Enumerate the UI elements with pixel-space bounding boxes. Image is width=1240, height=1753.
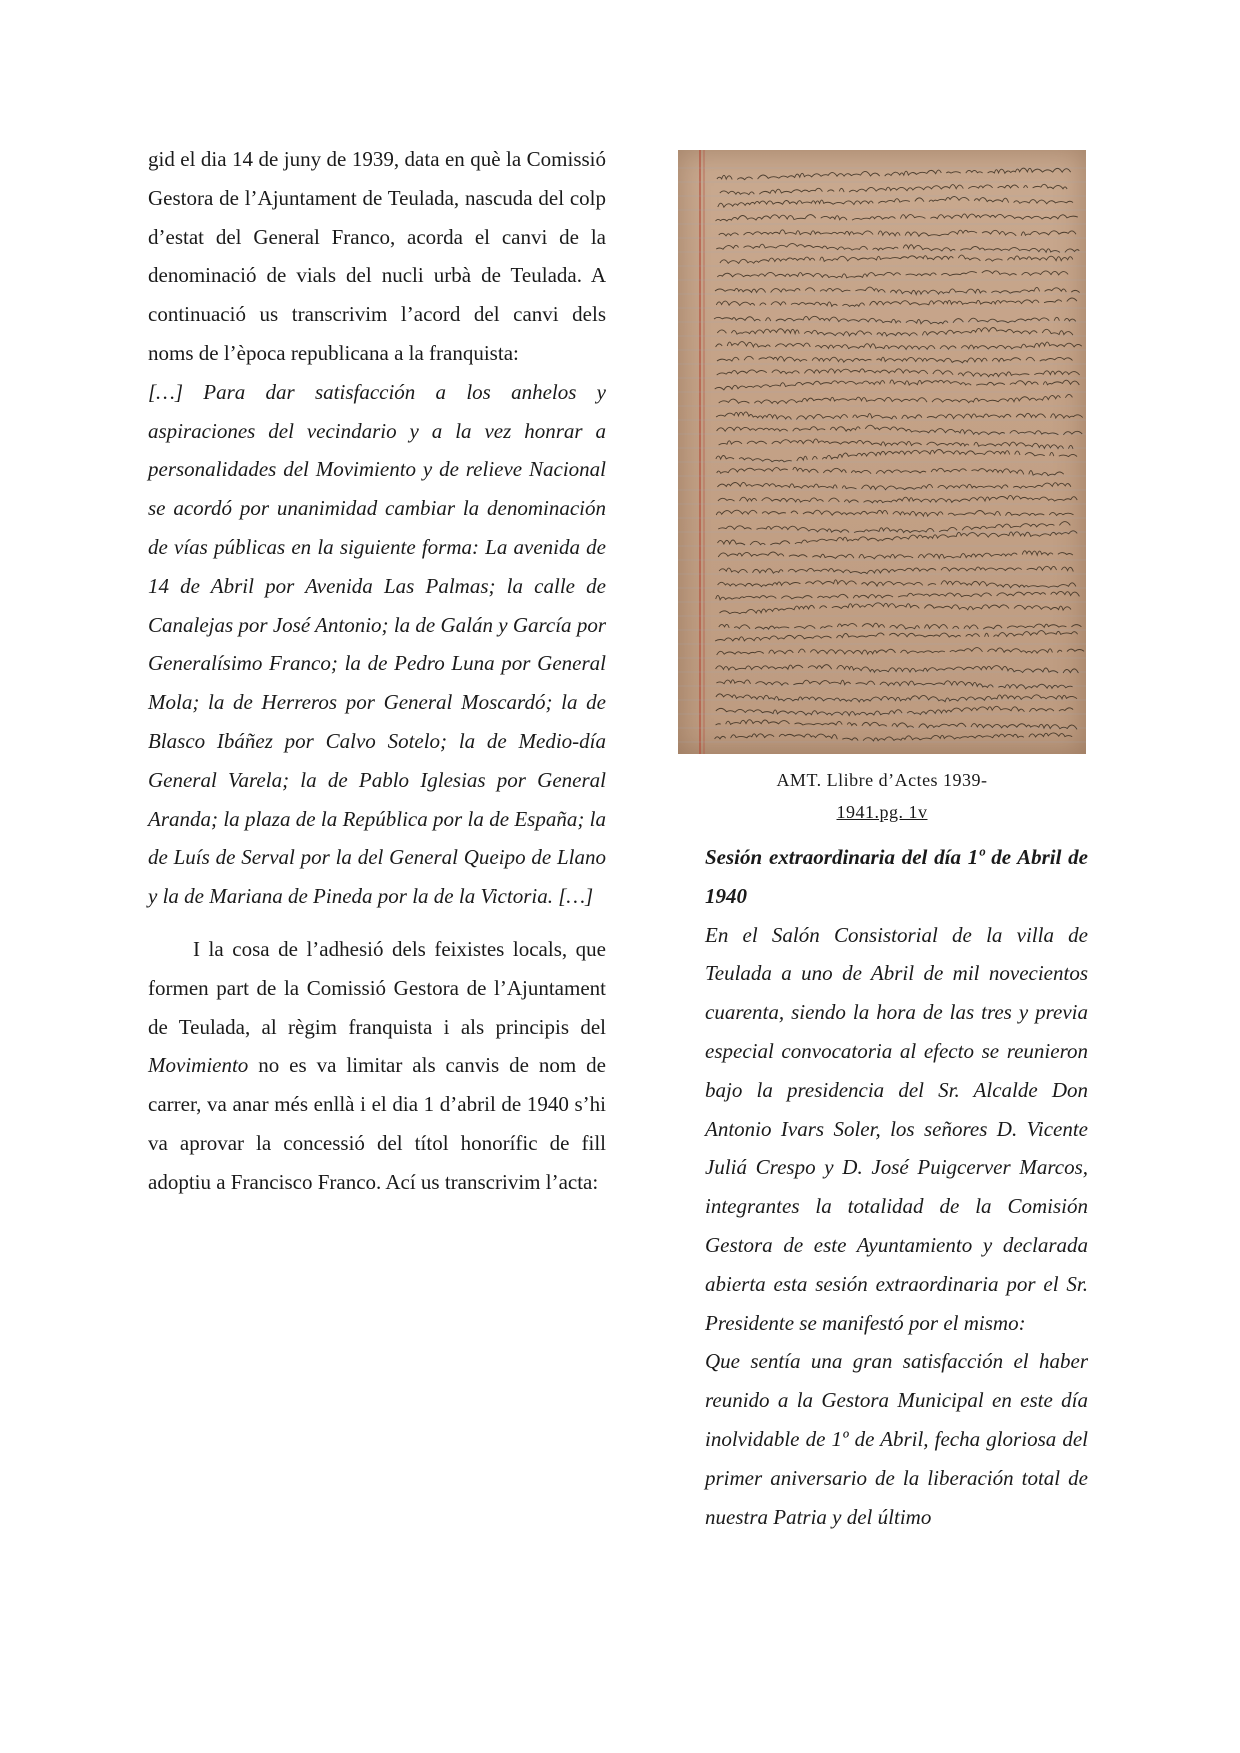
right-column xyxy=(705,838,1088,1536)
handwritten-line xyxy=(718,531,1083,545)
figure xyxy=(678,150,1086,828)
handwritten-line xyxy=(717,327,1073,336)
handwritten-line xyxy=(717,482,1071,489)
handwritten-line xyxy=(716,510,1073,516)
left-column xyxy=(148,140,606,1202)
handwritten-line xyxy=(720,603,1072,614)
handwritten-line xyxy=(717,356,1073,363)
handwritten-line xyxy=(716,591,1080,599)
handwritten-line xyxy=(716,342,1086,350)
handwritten-line xyxy=(719,623,1082,629)
manuscript-handwriting xyxy=(678,150,1086,754)
handwritten-line xyxy=(718,551,1073,559)
handwritten-line xyxy=(719,394,1073,403)
movimiento-term: Movimiento xyxy=(148,1053,249,1078)
handwritten-line xyxy=(716,412,1083,420)
handwritten-line xyxy=(716,449,1077,461)
session-body-1: En el Salón Consistorial de la villa de Teulada a uno de Abril de mil novecientos cuarenta, siendo la hora de las tres y previa especial convocatoria al efecto se reunieron bajo la presidencia del Sr. Alcalde Don Antonio Ivars Soler, los señores D. Vicente Juliá Crespo y D. José Puigcerver Marcos, integrantes la totalidad de la Comisión Gestora de este Ayuntamiento y declarada abierta esta sesión extraordinaria por el Sr. Presidente se manifestó por el mismo: xyxy=(705,922,1088,1335)
manuscript-image xyxy=(678,150,1086,754)
handwritten-line xyxy=(715,287,1080,294)
handwritten-line xyxy=(717,369,1080,377)
adhesion-text-2: no es va limitar als canvis de nom de carrer, va anar més enllà i el dia 1 d’abril de 1940 s’hi va aprovar la concessió del títol honorífic de fill adoptiu a Francisco Franco. Ací us transcrivim l’acta: xyxy=(148,1053,606,1194)
handwritten-line xyxy=(716,214,1083,221)
handwritten-line xyxy=(715,380,1080,390)
handwritten-line xyxy=(716,244,1079,253)
handwritten-line xyxy=(718,580,1076,588)
handwritten-line xyxy=(720,255,1073,263)
street-names-quote: […] Para dar satisfacción a los anhelos y aspiraciones del vecindario y a la vez honrar a personalidades del Movimiento y de relieve Nacional se acordó por unanimidad cambiar la denominación de vías públicas en la siguiente forma: La avenida de 14 de Abril por Avenida Las Palmas; la calle de Canalejas por José Antonio; la de Galán y García por Generalísimo Franco; la de Pedro Luna por General Mola; la de Herreros por General Moscardó; la de Blasco Ibáñez por Calvo Sotelo; la de Medio-día General Varela; la de Pablo Iglesias por General Aranda; la plaza de la República por la de España; la de Luís de Serval por la del General Queipo de Llano y la de Mariana de Pineda por la de la Victoria. […] xyxy=(148,379,606,909)
handwritten-line xyxy=(714,316,1076,323)
handwritten-line xyxy=(715,733,1073,741)
caption-line-2: 1941.pg. 1v xyxy=(836,802,928,822)
handwritten-line xyxy=(717,648,1084,655)
handwritten-line xyxy=(717,425,1086,435)
handwritten-line xyxy=(718,197,1073,208)
handwritten-line xyxy=(718,522,1070,533)
session-heading: Sesión extraordinaria del día 1º de Abril de 1940 xyxy=(705,845,1088,908)
handwritten-line xyxy=(717,168,1076,180)
figure-caption xyxy=(678,764,1086,828)
handwritten-line xyxy=(719,566,1073,573)
session-body-2: Que sentía una gran satisfacción el haber reunido a la Gestora Municipal en este día inolvidable de 1º de Abril, fecha gloriosa del primer aniversario de la liberación total de nuestra Patria y del último xyxy=(705,1349,1088,1529)
adhesion-text-1: I la cosa de l’adhesió dels feixistes locals, que formen part de la Comissió Gestora de l’Ajuntament de Teulada, al règim franquista i als principis del xyxy=(148,936,606,1039)
handwritten-line xyxy=(720,184,1072,194)
handwritten-line xyxy=(717,271,1073,278)
adhesion-paragraph xyxy=(148,930,606,1202)
handwritten-line xyxy=(716,694,1077,702)
handwritten-line xyxy=(716,298,1077,306)
caption-line-1: AMT. Llibre d’Actes 1939- xyxy=(776,770,988,790)
intro-paragraph: gid el dia 14 de juny de 1939, data en què la Comissió Gestora de l’Ajuntament de Teulada, nascuda del colp d’estat del General Franco, acorda el canvi de la denominació de vials del nucli urbà de Teulada. A continuació us transcrivim l’acord del canvi dels noms de l’època republicana a la franquista: xyxy=(148,147,606,365)
handwritten-line xyxy=(717,467,1069,475)
handwritten-line xyxy=(715,631,1078,641)
handwritten-line xyxy=(718,495,1077,502)
handwritten-line xyxy=(719,439,1073,449)
handwritten-line xyxy=(719,230,1076,236)
handwritten-line xyxy=(716,680,1072,689)
